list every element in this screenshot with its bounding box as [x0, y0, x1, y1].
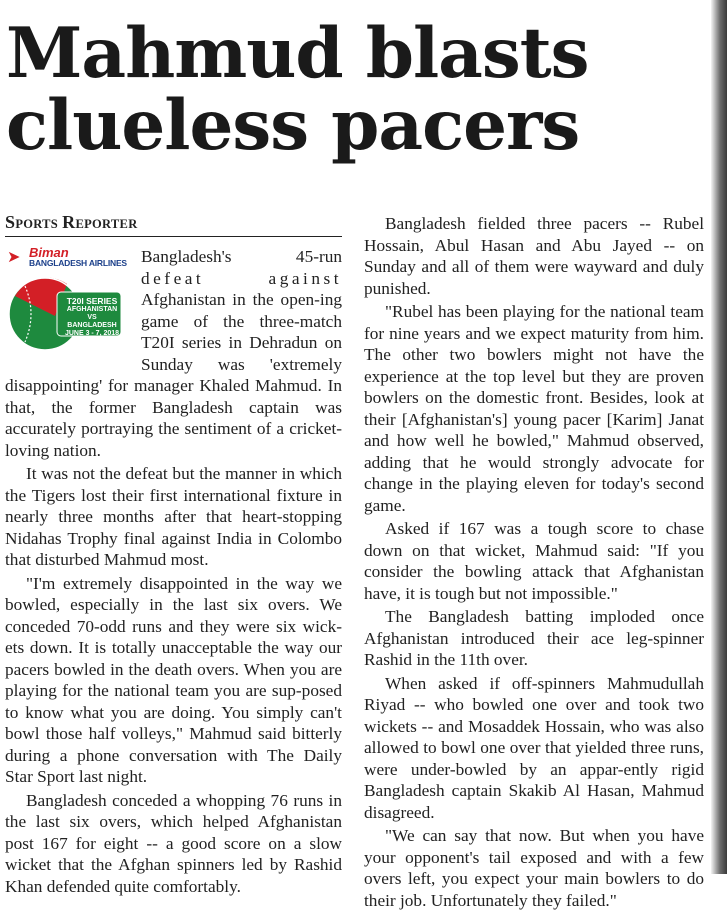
biman-bird-icon: ➤ [7, 249, 21, 266]
left-column [5, 213, 342, 897]
byline-initial-r: R [62, 212, 76, 232]
headline [6, 13, 706, 166]
paragraph-2: It was not the defeat but the manner in which the Tigers lost their first international fixture in nearly three months after that heart-stopping Nidahas Trophy final against India in Colombo that disturbed Mahmud most. [5, 464, 342, 569]
airline-logo [7, 246, 135, 272]
paragraph-8: The Bangladesh batting imploded once Afghanistan introduced their ace leg-spinner Rashid in the 11th over. [364, 607, 704, 669]
paragraph-4: Bangladesh conceded a whopping 76 runs in the last six overs, which helped Afghanistan post 167 for eight -- a good score on a slow wicket that the Afghan spinners led by Rashid Khan defended quite comfortably. [5, 790, 342, 896]
paragraph-10: "We can say that now. But when you have your opponent's tail exposed and with a few overs left, you expect your main bowlers to do their job. Unfortunately they failed." [364, 826, 704, 910]
airline-name: Biman [29, 245, 69, 260]
series-dates: JUNE 3 - 7, 2018 [64, 330, 120, 337]
series-title [61, 296, 123, 338]
page-edge-shadow [711, 0, 727, 874]
byline [5, 213, 342, 237]
series-line-1: T20I SERIES [66, 296, 118, 306]
series-logo [5, 246, 135, 356]
headline-line-2: clueless pacers [6, 85, 580, 166]
right-column [364, 213, 704, 911]
paragraph-5: Bangladesh fielded three pacers -- Rubel Hossain, Abul Hasan and Abu Jayed -- on Sunday and all of them were wayward and duly punished. [364, 214, 704, 298]
intro-line-3: Afghanistan in the open-ing game of the three-match T20I series in Dehradun on Sunday was 'extremely disappointing' for manager Khaled Mahmud. In that, the former Bangladesh captain was accurately portraying the sentiment of a cricket-loving nation. [5, 290, 342, 460]
paragraph-3: "I'm extremely disappointed in the way we bowled, especially in the last six overs. We conceded 70-odd runs and they were six wick-ets down. It is totally unacceptable the way our pacers bowled in the death overs. When you are playing for the national team you are sup-posed to know what you are doing. You simply can't bowl those half volleys," Mahmud said bitterly during a phone conversation with The Daily Star Sport last night. [5, 573, 342, 786]
airline-subtitle: BANGLADESH AIRLINES [29, 258, 127, 268]
byline-word-sports: PORTS [15, 217, 59, 231]
byline-initial-s: S [5, 212, 16, 232]
series-line-4: BANGLADESH [67, 322, 117, 329]
byline-word-reporter: EPORTER [75, 217, 138, 231]
paragraph-6: "Rubel has been playing for the national team for nine years and we expect maturity from him. The other two bowlers might not have the experience at the top level but they are proven bowlers on the domestic front. Besides, look at their [Afghanistan's] young pacer [Karim] Janat and how well he bowled," Mahmud observed, adding that he would strongly advocate for change in the playing eleven for today's second game. [364, 302, 704, 515]
headline-line-1: Mahmud blasts [6, 13, 589, 94]
paragraph-9: When asked if off-spinners Mahmudullah Riyad -- who bowled one over and took two wickets -- and Mosaddek Hossain, who was also allowed to bowl one over that yielded three runs, were under-bowled by an appar-ently rigid Bangladesh captain Skakib Al Hasan, Mahmud disagreed. [364, 673, 704, 822]
series-line-3: VS [87, 314, 97, 321]
intro-line-1: Bangladesh's 45-run [141, 247, 342, 266]
series-line-2: AFGHANISTAN [66, 306, 118, 313]
intro-line-2: defeat against [141, 268, 342, 288]
paragraph-7: Asked if 167 was a tough score to chase down on that wicket, Mahmud said: "If you consider the bowling attack that Afghanistan have, it is tough but not impossible." [364, 519, 704, 603]
